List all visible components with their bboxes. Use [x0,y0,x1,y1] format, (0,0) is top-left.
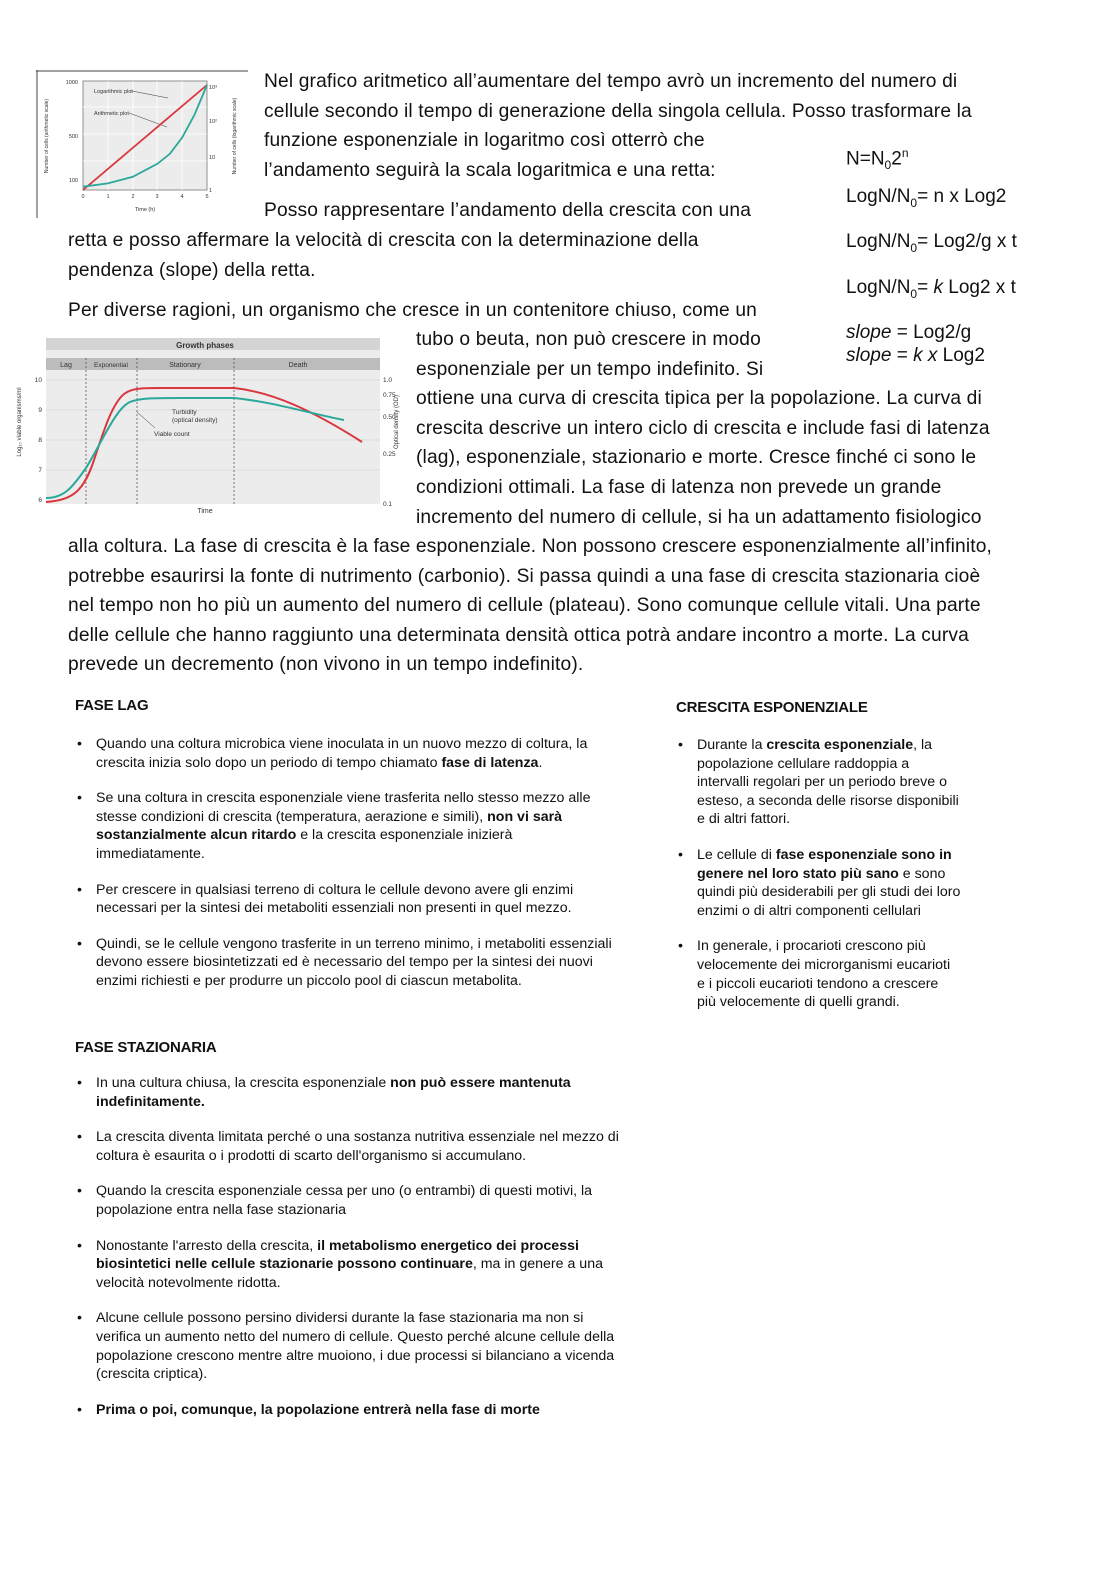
section-title: CRESCITA ESPONENZIALE [676,699,868,716]
text-line: cellule secondo il tempo di generazione della singola cellula. Posso trasformare la [264,100,972,122]
text-line: l’andamento seguirà la scala logaritmica e una retta: [264,159,716,181]
x-tick: 5 [205,194,209,200]
y-tick: 6 [38,497,42,504]
y-axis-label: Number of cells (arithmetic scale) [44,98,50,174]
growth-text-wrap [416,325,1056,532]
text-line: Per diverse ragioni, un organismo che cresce in un contenitore chiuso, come un [68,300,757,321]
annotation-turbidity: Turbidity [172,409,197,416]
text-line: incremento del numero di cellule, si ha un adattamento fisiologico [416,506,982,528]
formula-3: LogN/$N_0= Log2/g$ x t [846,231,1017,255]
list-item: • In una cultura chiusa, la crescita esponenziale non può essere mantenuta indefinitamente. [75,1074,625,1111]
x-tick: 0 [81,194,85,200]
y2-tick: 1.0 [383,377,393,384]
section-fase-stazionaria [75,1039,625,1436]
text-line: funzione esponenziale in logaritmo così otterrò che [264,130,705,152]
y2-tick: 10² [209,119,217,125]
y-tick: 100 [68,178,78,184]
list-item: • Per crescere in qualsiasi terreno di coltura le cellule devono avere gli enzimi necessari per la sintesi dei metaboliti essenziali non presenti in quel mezzo. [75,881,625,918]
text-line: ottiene una curva di crescita tipica per la popolazione. La curva di [416,388,982,410]
text-line: pendenza (slope) della retta. [68,259,316,281]
x-axis-label: Time (h) [134,207,156,213]
list-item: • Prima o poi, comunque, la popolazione entrerà nella fase di morte [75,1401,625,1420]
y-tick: 8 [38,437,42,444]
list-item: • Nonostante l'arresto della crescita, il metabolismo energetico dei processi biosintetici nelle cellule stazionarie possono continuare, ma in genere a una velocità notevolmente ridotta. [75,1237,625,1293]
y-axis-label: Log₁₀ viable organisms/ml [17,387,23,457]
text-line: alla coltura. La fase di crescita è la fase esponenziale. Non possono crescere esponenzialmente all’infinito, [68,536,993,557]
text-line: retta e posso affermare la velocità di crescita con la determinazione della [68,230,699,251]
text-line: prevede un decremento (non vivono in un tempo indefinito). [68,654,584,676]
list-item: • Quando la crescita esponenziale cessa per uno (o entrambi) di questi motivi, la popolazione entra nella fase stazionaria [75,1182,625,1219]
text-line: Posso rappresentare l’andamento della crescita con una [264,200,752,221]
legend-log: Logarithmic plot [94,89,133,95]
y2-axis-label: Number of cells (logarithmic scale) [232,97,238,175]
y-tick: 1000 [65,80,78,86]
list-item: • Se una coltura in crescita esponenziale viene trasferita nello stesso mezzo alle stesse condizioni di crescita (temperatura, aerazione e simili), non vi sarà sostanzialmente alcun ritardo e la crescita esponenziale inizierà immediatamente. [75,789,625,863]
y2-tick: 10³ [209,85,217,91]
y2-tick: 1 [209,188,213,194]
phase-exponential: Exponential [94,362,128,369]
phase-stationary: Stationary [169,362,201,369]
formula-1: $N=N_02^n$ [846,146,909,173]
list-item: • Quindi, se le cellule vengono trasferite in un terreno minimo, i metaboliti essenziali devono essere biosintetizzati ed è necessario del tempo per la sintesi dei nuovi enzimi richiesti e per produrre un piccolo pool di ciascun metabolita. [75,935,625,991]
section-fase-lag [75,697,625,1008]
x-axis-label: Time [197,508,213,515]
annotation-optical: (optical density) [172,417,218,424]
chart-title: Growth phases [176,341,234,350]
list-item: • Durante la crescita esponenziale, la popolazione cellulare raddoppia a intervalli regolari per un periodo breve o esteso, a seconda delle risorse disponibili e di altri fattori. [676,736,961,829]
y2-tick: 0.75 [383,392,396,399]
annotation-viable: Viable count [154,431,190,438]
formula-4: LogN/$N_0= k$ Log2 x t [846,277,1016,301]
legend-arith: Arithmetic plot [94,111,129,117]
x-tick: 2 [131,194,135,200]
section-title: FASE STAZIONARIA [75,1039,217,1056]
y2-tick: 0.1 [383,501,393,508]
intro-text-top [264,67,1024,185]
section-title: FASE LAG [75,697,149,714]
phase-death: Death [288,362,308,369]
y2-tick: 0.50 [383,414,396,421]
growth-text-full [68,532,1078,680]
text-line: esponenziale per un tempo indefinito. Si [416,358,764,380]
y2-tick: 0.25 [383,451,396,458]
text-line: condizioni ottimali. La fase di latenza non prevede un grande [416,476,942,498]
list-item: • In generale, i procarioti crescono più velocemente dei microrganismi eucarioti e i piccoli eucarioti tendono a crescere più velocemente di quelli grandi. [676,937,961,1011]
text-line: tubo o beuta, non può crescere in modo [416,329,761,350]
formula-6: slope = k x Log2 [846,345,985,366]
y2-axis-label: Optical density (OD) [394,394,400,450]
text-line: (lag), esponenziale, stazionario e morte. Cresce finché ci sono le [416,447,977,469]
formula-2: LogN/$N_0= n$ x Log2 [846,186,1007,210]
text-line: crescita descrive un intero ciclo di crescita e include fasi di latenza [416,417,990,439]
text-line: potrebbe esaurirsi la fonte di nutrimento (carbonio). Si passa quindi a una fase di crescita stazionaria cioè [68,565,981,587]
list-item: • Le cellule di fase esponenziale sono in genere nel loro stato più sano e sono quindi più desiderabili per gli studi dei loro enzimi o di altri componenti cellulari [676,846,961,920]
formula-5: slope = Log2/g [846,322,972,343]
x-tick: 4 [180,194,184,200]
y-tick: 500 [68,134,78,140]
list-item: • La crescita diventa limitata perché o una sostanza nutritiva essenziale nel mezzo di coltura è esaurita o i prodotti di scarto dell'organismo si accumulano. [75,1128,625,1165]
growth-plot-chart [36,70,248,218]
list-item: • Alcune cellule possono persino dividersi durante la fase stazionaria ma non si verifica un aumento netto del numero di cellule. Questo perché alcune cellule della popolazione crescono mentre altre muoiono, i due processi si bilanciano a vicenda (crescita criptica). [75,1309,625,1383]
y-tick: 7 [38,467,42,474]
intro-text-slope [264,196,824,226]
section-crescita-esponenziale [676,699,961,1029]
growth-phases-chart [12,330,402,516]
x-tick: 3 [155,194,159,200]
text-line: delle cellule che hanno raggiunto una determinata densità ottica potrà andare incontro a morte. La curva [68,624,969,646]
growth-text-first [68,296,828,326]
intro-text-slope-cont [68,226,828,285]
text-line: Nel grafico aritmetico all’aumentare del tempo avrò un incremento del numero di [264,71,958,92]
y2-tick: 10 [209,155,216,161]
text-line: nel tempo non ho più un aumento del numero di cellule (plateau). Sono comunque cellule vitali. Una parte [68,595,981,617]
y-tick: 10 [34,377,42,384]
phase-lag: Lag [60,362,72,369]
y-tick: 9 [38,407,42,414]
x-tick: 1 [106,194,110,200]
list-item: • Quando una coltura microbica viene inoculata in un nuovo mezzo di coltura, la crescita inizia solo dopo un periodo di tempo chiamato fase di latenza. [75,735,625,772]
